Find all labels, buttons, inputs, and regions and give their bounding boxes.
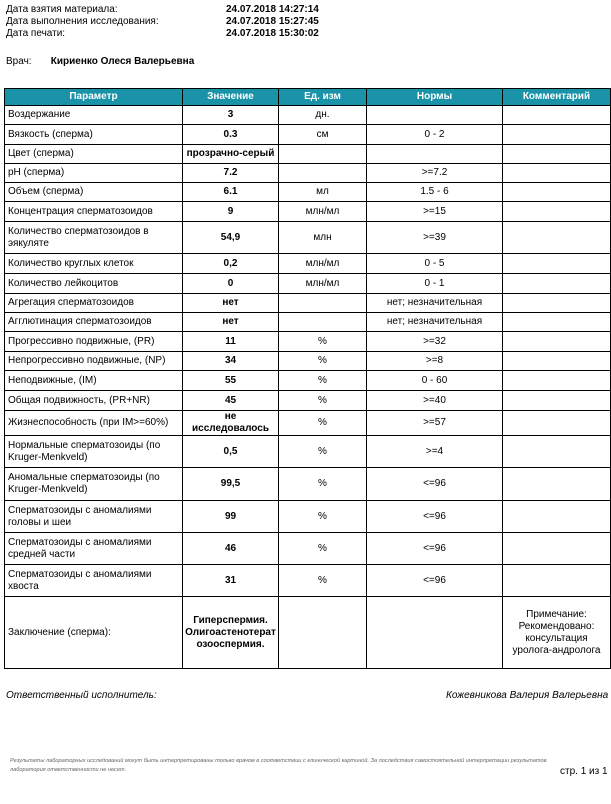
table-row [5,352,611,371]
col-header-comment: Комментарий [503,89,611,106]
param-cell: Сперматозоиды с аномалиями хвоста [5,565,183,597]
table-row [5,533,611,565]
norm-cell: >=8 [367,352,503,371]
value-cell: 6.1 [183,183,279,202]
table-row [5,222,611,254]
param-cell: Нормальные сперматозоиды (по Kruger-Menkveld) [5,436,183,468]
param-cell: Агглютинация сперматозоидов [5,313,183,332]
norm-cell: нет; незначительная [367,294,503,313]
param-cell: Непрогрессивно подвижные, (NP) [5,352,183,371]
conclusion-comment: Примечание: Рекомендовано: консультация уролога-андролога [503,597,611,669]
unit-cell: % [279,436,367,468]
unit-cell: % [279,411,367,436]
value-cell: 31 [183,565,279,597]
doctor-label: Врач: [6,56,32,67]
value-cell: 46 [183,533,279,565]
norm-cell: <=96 [367,533,503,565]
doctor-line [6,56,194,67]
results-table [4,88,611,669]
doctor-name: Кириенко Олеся Валерьевна [50,56,195,67]
value-cell: 99,5 [183,468,279,501]
norm-cell [367,597,503,669]
comment-cell [503,468,611,501]
disclaimer: Результаты лабораторных исследований могут быть интерпретированы только врачом в соответствии с клинической картиной. За последствия самостоятельной интерпретации результатов лаборатория ответственности не несет. [10,758,547,773]
table-row [5,274,611,294]
table-row [5,332,611,352]
norm-cell [367,106,503,125]
value-cell: 99 [183,501,279,533]
value-cell: 0.3 [183,125,279,145]
param-cell: Неподвижные, (IM) [5,371,183,391]
norm-cell: >=7.2 [367,164,503,183]
comment-cell [503,294,611,313]
table-row [5,436,611,468]
unit-cell [279,597,367,669]
unit-cell: млн/мл [279,274,367,294]
param-cell: Агрегация сперматозоидов [5,294,183,313]
results-header-row [5,89,611,106]
param-cell: Количество сперматозоидов в эякуляте [5,222,183,254]
comment-cell [503,391,611,411]
norm-cell: 1.5 - 6 [367,183,503,202]
unit-cell: млн [279,222,367,254]
table-row [5,391,611,411]
comment-cell [503,436,611,468]
comment-cell [503,533,611,565]
param-cell: Цвет (сперма) [5,145,183,164]
value-cell: 54,9 [183,222,279,254]
responsible-line [6,690,609,701]
table-row [5,565,611,597]
param-cell: Сперматозоиды с аномалиями головы и шеи [5,501,183,533]
table-row [5,468,611,501]
norm-cell: >=32 [367,332,503,352]
research-date-label: Дата выполнения исследования: [6,16,159,27]
comment-cell [503,183,611,202]
sample-date-label: Дата взятия материала: [6,4,118,15]
table-row [5,411,611,436]
param-cell: Объем (сперма) [5,183,183,202]
table-row [5,313,611,332]
research-date-value: 24.07.2018 15:27:45 [226,16,319,27]
norm-cell: нет; незначительная [367,313,503,332]
conclusion-value: Гиперспермия. Олигоастенотерат озооспермия. [183,597,279,669]
unit-cell [279,294,367,313]
comment-cell [503,145,611,164]
value-cell: 7.2 [183,164,279,183]
col-header-norm: Нормы [367,89,503,106]
table-row [5,371,611,391]
norm-cell [367,145,503,164]
table-row [5,183,611,202]
unit-cell: % [279,371,367,391]
unit-cell: % [279,565,367,597]
norm-cell: 0 - 60 [367,371,503,391]
comment-cell [503,202,611,222]
unit-cell: % [279,533,367,565]
print-date-label: Дата печати: [6,28,66,39]
unit-cell [279,145,367,164]
norm-cell: 0 - 5 [367,254,503,274]
conclusion-label: Заключение (сперма): [5,597,183,669]
table-row [5,164,611,183]
responsible-name: Кожевникова Валерия Валерьевна [446,690,609,701]
norm-cell: <=96 [367,468,503,501]
param-cell: Жизнеспособность (при IM>=60%) [5,411,183,436]
comment-cell [503,222,611,254]
comment-cell [503,274,611,294]
value-cell: 0,2 [183,254,279,274]
table-row [5,202,611,222]
unit-cell [279,164,367,183]
param-cell: Сперматозоиды с аномалиями средней части [5,533,183,565]
norm-cell: >=57 [367,411,503,436]
param-cell: Вязкость (сперма) [5,125,183,145]
responsible-label: Ответственный исполнитель: [6,690,157,701]
comment-cell [503,164,611,183]
comment-cell [503,371,611,391]
comment-cell [503,106,611,125]
comment-cell [503,332,611,352]
comment-cell [503,313,611,332]
value-cell: 9 [183,202,279,222]
comment-cell [503,352,611,371]
value-cell: 0 [183,274,279,294]
value-cell: 3 [183,106,279,125]
col-header-unit: Ед. изм [279,89,367,106]
col-header-value: Значение [183,89,279,106]
table-row [5,125,611,145]
value-cell: прозрачно-серый [183,145,279,164]
norm-cell: <=96 [367,501,503,533]
norm-cell: >=15 [367,202,503,222]
unit-cell: % [279,332,367,352]
value-cell: 45 [183,391,279,411]
comment-cell [503,125,611,145]
unit-cell [279,313,367,332]
param-cell: pH (сперма) [5,164,183,183]
norm-cell: >=4 [367,436,503,468]
unit-cell: млн/мл [279,254,367,274]
comment-cell [503,254,611,274]
param-cell: Общая подвижность, (PR+NR) [5,391,183,411]
norm-cell: 0 - 1 [367,274,503,294]
page-number: стр. 1 из 1 [560,766,608,777]
value-cell: не исследовалось [183,411,279,436]
value-cell: нет [183,294,279,313]
unit-cell: % [279,501,367,533]
norm-cell: >=40 [367,391,503,411]
table-row [5,501,611,533]
unit-cell: см [279,125,367,145]
param-cell: Количество лейкоцитов [5,274,183,294]
norm-cell: >=39 [367,222,503,254]
table-row [5,254,611,274]
value-cell: 55 [183,371,279,391]
norm-cell: 0 - 2 [367,125,503,145]
comment-cell [503,565,611,597]
param-cell: Прогрессивно подвижные, (PR) [5,332,183,352]
unit-cell: дн. [279,106,367,125]
unit-cell: % [279,352,367,371]
unit-cell: млн/мл [279,202,367,222]
param-cell: Концентрация сперматозоидов [5,202,183,222]
unit-cell: мл [279,183,367,202]
table-row [5,145,611,164]
param-cell: Воздержание [5,106,183,125]
print-date-value: 24.07.2018 15:30:02 [226,28,319,39]
sample-date-value: 24.07.2018 14:27:14 [226,4,319,15]
comment-cell [503,411,611,436]
param-cell: Количество круглых клеток [5,254,183,274]
table-row [5,294,611,313]
norm-cell: <=96 [367,565,503,597]
value-cell: 0,5 [183,436,279,468]
value-cell: 34 [183,352,279,371]
unit-cell: % [279,391,367,411]
table-row [5,106,611,125]
comment-cell [503,501,611,533]
value-cell: нет [183,313,279,332]
col-header-param: Параметр [5,89,183,106]
param-cell: Аномальные сперматозоиды (по Kruger-Menkveld) [5,468,183,501]
unit-cell: % [279,468,367,501]
value-cell: 11 [183,332,279,352]
conclusion-row [5,597,611,669]
